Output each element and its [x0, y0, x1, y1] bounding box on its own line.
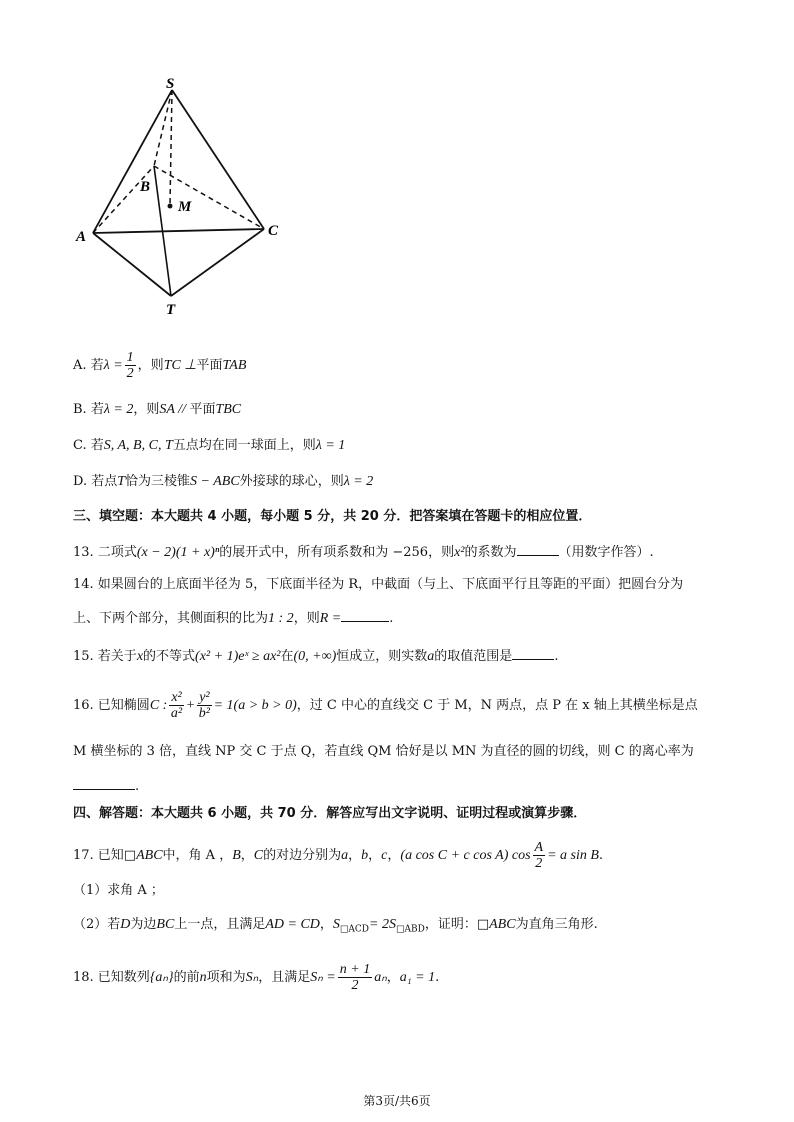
- answer-blank-14[interactable]: [341, 607, 389, 622]
- question-18: 18. 已知数列{aₙ}的前n项和为Sₙ，且满足Sₙ = $\frac{n + 1}{2}$ aₙ，a₁ = 1.: [73, 962, 440, 993]
- bipyramid-figure: [60, 78, 360, 318]
- label-M: M: [178, 199, 192, 215]
- fraction-x2-a2: $\frac{\text{x²}}{\text{a²}}$: [170, 690, 183, 721]
- label-A: A: [76, 229, 87, 245]
- edge-AC: [93, 229, 264, 233]
- option-a: A. 若λ = $\frac{1}{2}$ ，则TC ⊥平面TAB: [73, 350, 247, 381]
- section-4-title: 四、解答题：本大题共 6 小题，共 70 分．解答应写出文字说明、证明过程或演算步骤．: [73, 806, 587, 821]
- label-S: S: [166, 78, 175, 92]
- fraction-one-half: $\frac{1}{2}$: [126, 350, 134, 381]
- question-17: 17. 已知□ABC中，角 A ，B，C的对边分别为a，b，c，(a cos C + c cos A) cos $\frac{A}{2}$ = a sin B.: [73, 840, 604, 871]
- question-16-line1: 16. 已知椭圆C : $\frac{\text{x²}}{\text{a²}}$ + $\frac{\text{y²}}{\text{b²}}$ = 1(a > b > 0)，过 C 中心的直线交 C 于 M，N 两点，点 P 在 x 轴上其横坐标是点: [73, 690, 698, 721]
- section-3-title: 三、填空题：本大题共 4 小题，每小题 5 分，共 20 分．把答案填在答题卡的相应位置．: [73, 509, 592, 524]
- question-14-line1: 14. 如果圆台的上底面半径为 5，下底面半径为 R，中截面（与上、下底面平行且等距的平面）把圆台分为: [73, 577, 684, 592]
- fraction-y2-b2: $\frac{\text{y²}}{\text{b²}}$: [198, 690, 210, 721]
- edge-AT: [93, 233, 171, 296]
- answer-blank-15[interactable]: [512, 645, 554, 660]
- question-17-part-1: （1）求角 A ；: [73, 883, 164, 898]
- point-M: [168, 204, 173, 209]
- edge-SB: [154, 90, 172, 166]
- label-C: C: [268, 223, 279, 239]
- label-T: T: [166, 302, 176, 318]
- answer-blank-16[interactable]: [73, 775, 135, 790]
- fraction-n-plus-1-over-2: $\frac{n + 1}{2}$: [339, 962, 371, 993]
- question-17-part-2: （2）若D为边BC上一点，且满足AD = CD，$S_{□ACD}= 2S_{□ABD}$，证明：□ABC为直角三角形.: [73, 917, 598, 935]
- question-15: 15. 若关于x的不等式(x² + 1)eˣ ≥ ax²在(0, +∞)恒成立，则实数a的取值范围是 .: [73, 645, 558, 666]
- edge-SM: [170, 90, 172, 204]
- answer-blank-13[interactable]: [517, 541, 559, 556]
- question-14-line2: 上、下两个部分，其侧面积的比为1 : 2，则R = .: [73, 607, 393, 628]
- question-16-line3: .: [73, 775, 139, 796]
- page-number: 第3页/共6页: [363, 1094, 431, 1108]
- question-13: 13. 二项式(x − 2)(1 + x)ⁿ的展开式中，所有项系数和为 −256，则x²的系数为 （用数字作答）.: [73, 541, 654, 562]
- edge-CT: [171, 229, 264, 296]
- fraction-A-2: $\frac{A}{2}$: [534, 840, 544, 871]
- option-b: B. 若λ = 2，则SA // 平面TBC: [73, 402, 242, 417]
- option-c: C. 若S, A, B, C, T五点均在同一球面上，则λ = 1: [73, 438, 346, 453]
- option-d: D. 若点T恰为三棱锥S − ABC外接球的球心，则λ = 2: [73, 474, 374, 489]
- question-16-line2: M 横坐标的 3 倍，直线 NP 交 C 于点 Q，若直线 QM 恰好是以 MN 为直径的圆的切线，则 C 的离心率为: [73, 744, 694, 759]
- label-B: B: [140, 179, 151, 195]
